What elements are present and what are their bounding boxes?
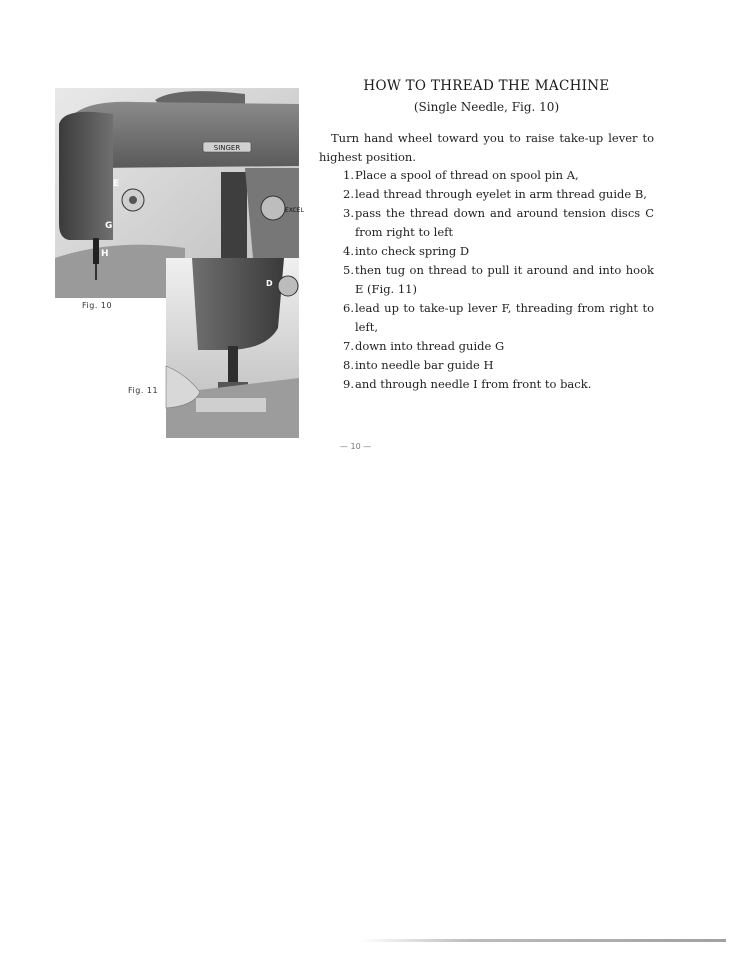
threading-steps-list — [319, 166, 654, 394]
step-number: 9. — [343, 377, 354, 391]
step-text: into needle bar guide H — [355, 358, 494, 372]
step-text: lead up to take-up lever F, threading from right to left, — [355, 301, 654, 334]
scan-edge-shadow — [360, 939, 726, 942]
figure-11-label: Fig. 11 — [128, 386, 159, 395]
step-number: 2. — [343, 187, 354, 201]
callout-e: E — [113, 179, 120, 189]
step-item — [319, 356, 654, 375]
step-number: 4. — [343, 244, 354, 258]
step-number: 8. — [343, 358, 354, 372]
page-number: — 10 — — [340, 442, 372, 451]
step-text: down into thread guide G — [355, 339, 505, 353]
step-item — [319, 242, 654, 261]
callout-h: H — [101, 249, 109, 259]
step-item — [319, 337, 654, 356]
step-text: Place a spool of thread on spool pin A, — [355, 168, 579, 182]
figure-10-label: Fig. 10 — [82, 301, 113, 310]
step-text: and through needle I from front to back. — [355, 377, 592, 391]
intro-paragraph: Turn hand wheel toward you to raise take-up lever to highest position. — [319, 131, 654, 164]
page-title: HOW TO THREAD THE MACHINE — [363, 78, 610, 94]
fig10-plate-text: SINGER — [213, 144, 241, 152]
step-text: then tug on thread to pull it around and into hook E (Fig. 11) — [355, 263, 654, 296]
figure-11-photo — [166, 258, 299, 438]
fig10-dial-text: EXCEL — [285, 207, 304, 214]
step-item — [319, 375, 654, 394]
step-item — [319, 204, 654, 242]
step-number: 1. — [343, 168, 354, 182]
step-text: into check spring D — [355, 244, 470, 258]
step-item — [319, 185, 654, 204]
step-number: 7. — [343, 339, 354, 353]
step-number: 6. — [343, 301, 354, 315]
step-number: 3. — [343, 206, 354, 220]
callout-g: G — [105, 221, 113, 231]
page-subtitle: (Single Needle, Fig. 10) — [413, 100, 560, 114]
step-number: 5. — [343, 263, 354, 277]
step-text: pass the thread down and around tension discs C from right to left — [355, 206, 654, 239]
step-item — [319, 166, 654, 185]
step-item — [319, 261, 654, 299]
step-item — [319, 299, 654, 337]
callout-d: D — [266, 279, 273, 288]
step-text: lead thread through eyelet in arm thread guide B, — [355, 187, 647, 201]
